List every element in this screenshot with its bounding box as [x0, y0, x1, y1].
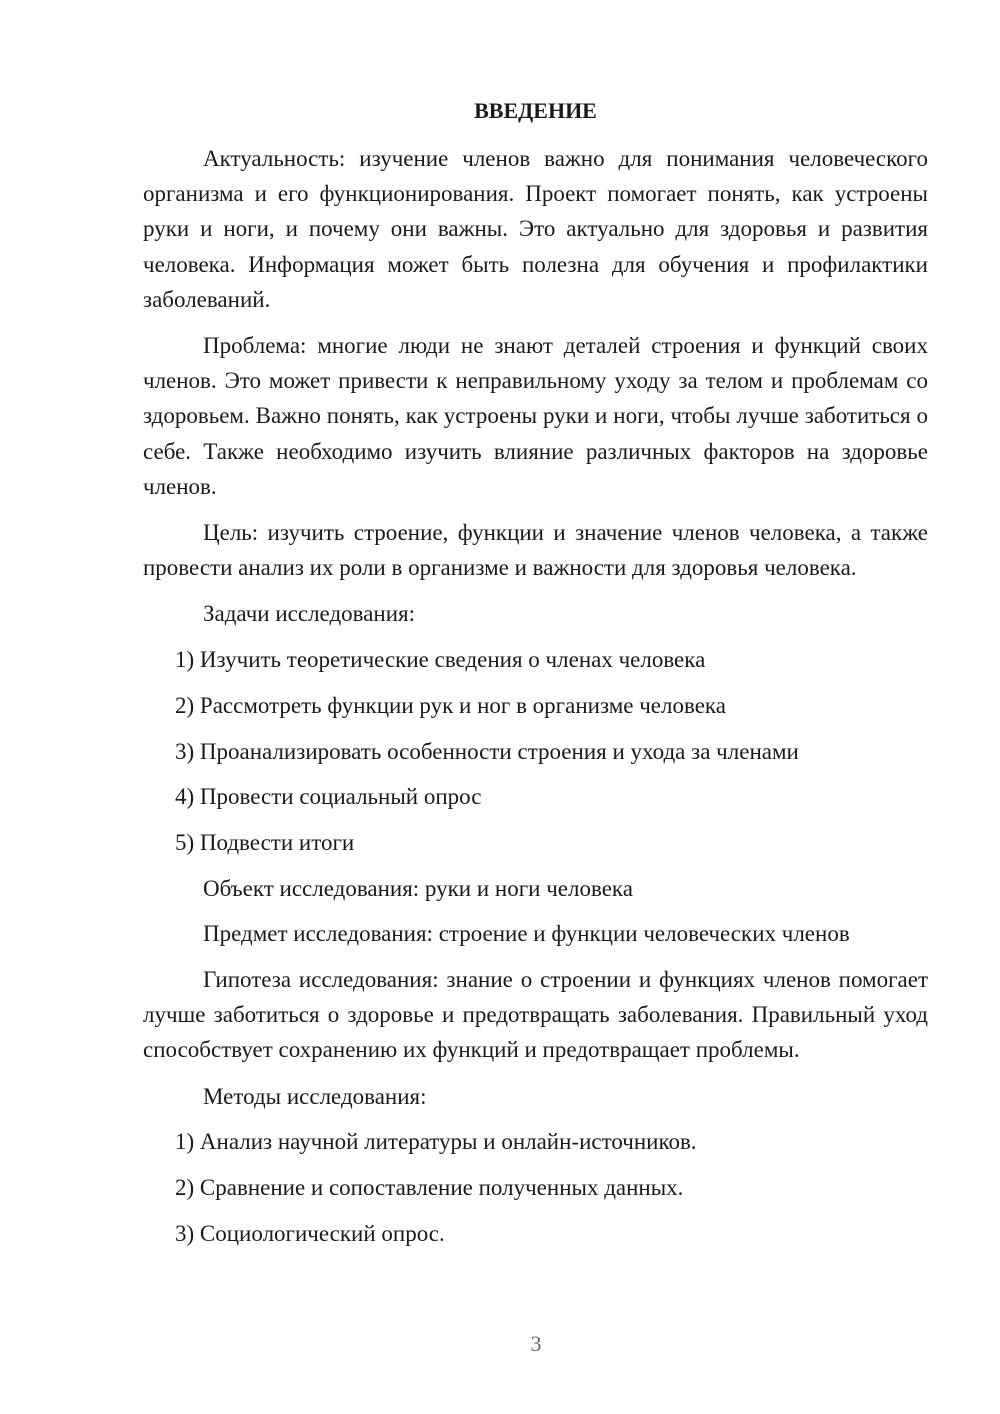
- hypothesis-paragraph: Гипотеза исследования: знание о строении и функциях членов помогает лучше заботиться о здоровье и предотвращать заболевания. Правильный уход способствует сохранению их функций и предотвращает проблемы.: [143, 967, 928, 1063]
- page-number: 3: [530, 1331, 542, 1356]
- method-item-3: 3) Социологический опрос.: [175, 1220, 445, 1246]
- goal-paragraph: Цель: изучить строение, функции и значение членов человека, а также провести анализ их роли в организме и важности для здоровья человека.: [143, 520, 928, 581]
- object-line: Объект исследования: руки и ноги человека: [203, 875, 633, 901]
- task-item-4: 4) Провести социальный опрос: [175, 784, 482, 810]
- task-item-5: 5) Подвести итоги: [175, 829, 355, 855]
- problem-paragraph: Проблема: многие люди не знают деталей строения и функций своих членов. Это может привести к неправильному уходу за телом и проблемам со здоровьем. Важно понять, как устроены руки и ноги, чтобы лучше заботиться о себе. Также необходимо изучить влияние различных факторов на здоровье членов.: [143, 333, 928, 499]
- relevance-paragraph: Актуальность: изучение членов важно для понимания человеческого организма и его функционирования. Проект помогает понять, как устроены руки и ноги, и почему они важны. Это актуально для здоровья и развития человека. Информация может быть полезна для обучения и профилактики заболеваний.: [143, 146, 928, 312]
- page-content: [143, 96, 928, 1261]
- method-item-1: 1) Анализ научной литературы и онлайн-источников.: [175, 1129, 697, 1155]
- tasks-heading: Задачи исследования:: [203, 601, 416, 627]
- task-item-3: 3) Проанализировать особенности строения и ухода за членами: [175, 738, 799, 764]
- method-item-2: 2) Сравнение и сопоставление полученных данных.: [175, 1175, 684, 1201]
- task-item-1: 1) Изучить теоретические сведения о членах человека: [175, 647, 706, 673]
- subject-line: Предмет исследования: строение и функции человеческих членов: [203, 921, 850, 947]
- task-item-2: 2) Рассмотреть функции рук и ног в организме человека: [175, 692, 726, 718]
- page-title: ВВЕДЕНИЕ: [474, 98, 597, 123]
- methods-heading: Методы исследования:: [203, 1083, 427, 1109]
